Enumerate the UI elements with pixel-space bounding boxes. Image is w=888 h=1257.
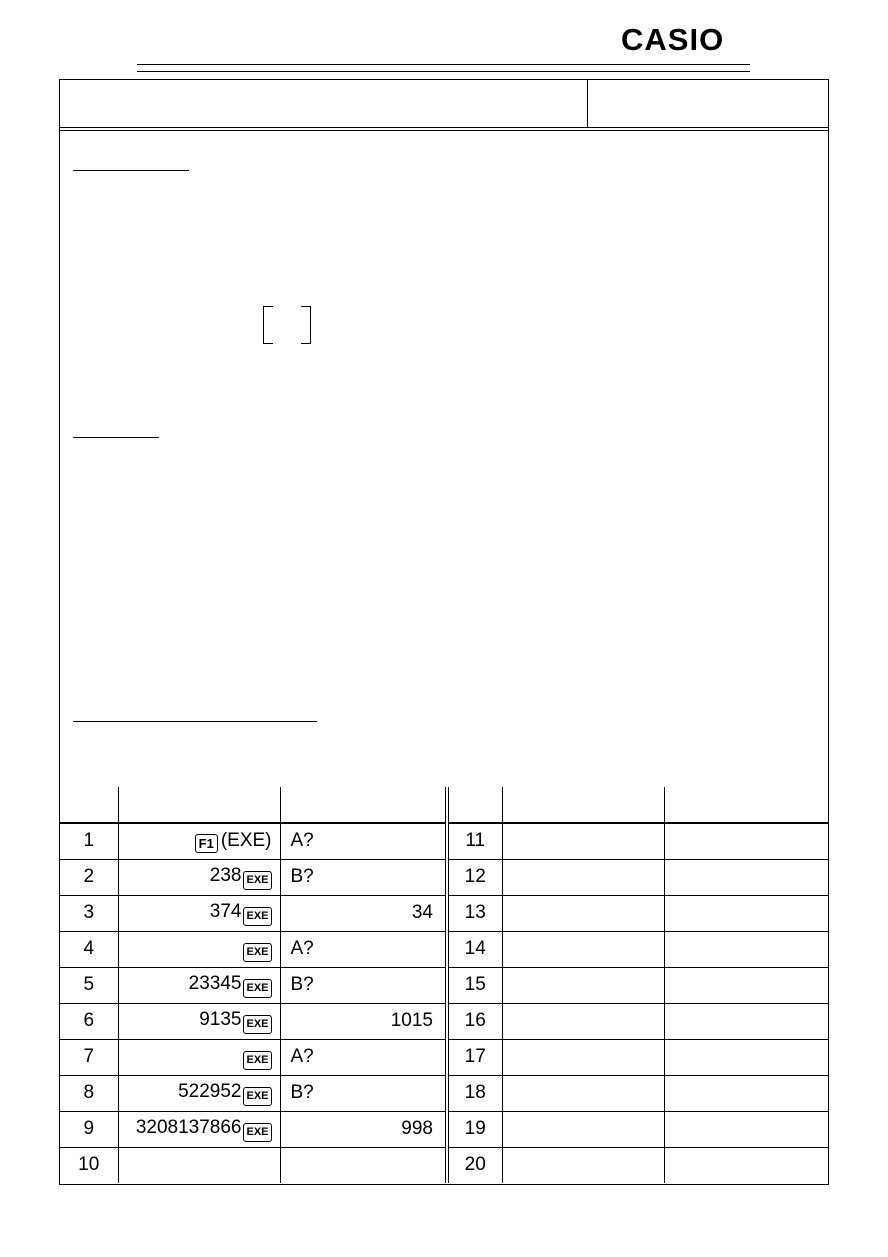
key-input-value: 9135 bbox=[199, 1008, 242, 1030]
display-result-2 bbox=[664, 931, 828, 967]
exe-key-icon: EXE bbox=[243, 907, 271, 926]
display-result-2 bbox=[664, 1039, 828, 1075]
header-cell-display-2 bbox=[664, 787, 828, 823]
step-number-2: 12 bbox=[447, 859, 502, 895]
key-input-value: 374 bbox=[209, 900, 242, 922]
exe-key-icon: EXE bbox=[243, 871, 271, 890]
program-sheet-frame bbox=[59, 79, 829, 1185]
display-result: A? bbox=[280, 823, 447, 859]
display-result-2 bbox=[664, 1147, 828, 1183]
step-number: 9 bbox=[60, 1111, 118, 1147]
table-row bbox=[60, 895, 828, 931]
table-row bbox=[60, 823, 828, 859]
header-rule-top bbox=[137, 64, 750, 65]
key-operation bbox=[118, 1003, 280, 1039]
step-number: 1 bbox=[60, 823, 118, 859]
step-number: 7 bbox=[60, 1039, 118, 1075]
key-input-value: 238 bbox=[209, 864, 242, 886]
table-row bbox=[60, 1111, 828, 1147]
display-result: 1015 bbox=[280, 1003, 447, 1039]
header-cell-step bbox=[60, 787, 118, 823]
header-cell-display bbox=[280, 787, 447, 823]
header-cell-key-2 bbox=[502, 787, 664, 823]
display-result: B? bbox=[280, 1075, 447, 1111]
key-suffix: (EXE) bbox=[220, 829, 272, 851]
exe-key-icon: EXE bbox=[243, 943, 271, 962]
key-operation-2 bbox=[502, 859, 664, 895]
program-number-box bbox=[589, 80, 828, 128]
step-number: 8 bbox=[60, 1075, 118, 1111]
bracket-left bbox=[263, 306, 273, 344]
display-result: 998 bbox=[280, 1111, 447, 1147]
overview-heading-underline bbox=[73, 437, 159, 438]
display-result-2 bbox=[664, 1003, 828, 1039]
exe-key-icon: EXE bbox=[243, 979, 271, 998]
display-result bbox=[280, 1147, 447, 1183]
step-number: 2 bbox=[60, 859, 118, 895]
table-row bbox=[60, 1147, 828, 1183]
description-heading-underline bbox=[73, 170, 189, 171]
key-operation-2 bbox=[502, 931, 664, 967]
step-number-2: 16 bbox=[447, 1003, 502, 1039]
display-result-2 bbox=[664, 1075, 828, 1111]
key-operation-2 bbox=[502, 1147, 664, 1183]
step-number-2: 15 bbox=[447, 967, 502, 1003]
key-input-value: 522952 bbox=[178, 1080, 242, 1102]
step-number-2: 11 bbox=[447, 823, 502, 859]
key-operation-2 bbox=[502, 895, 664, 931]
header-divider bbox=[60, 127, 828, 128]
step-number: 3 bbox=[60, 895, 118, 931]
display-result-2 bbox=[664, 1111, 828, 1147]
casio-logo: CASIO bbox=[621, 22, 725, 57]
display-result: A? bbox=[280, 931, 447, 967]
step-number-2: 13 bbox=[447, 895, 502, 931]
exe-key-icon: EXE bbox=[243, 1087, 271, 1106]
display-result-2 bbox=[664, 895, 828, 931]
table-row bbox=[60, 931, 828, 967]
key-operation bbox=[118, 931, 280, 967]
header-cell-step-2 bbox=[447, 787, 502, 823]
key-operation bbox=[118, 1147, 280, 1183]
exe-key-icon: EXE bbox=[243, 1015, 271, 1034]
key-operation-2 bbox=[502, 1003, 664, 1039]
f1-key-icon: F1 bbox=[195, 834, 218, 853]
key-input-value: 23345 bbox=[188, 972, 242, 994]
key-operation-2 bbox=[502, 967, 664, 1003]
key-operation-2 bbox=[502, 823, 664, 859]
display-result-2 bbox=[664, 823, 828, 859]
exe-key-icon: EXE bbox=[243, 1123, 271, 1142]
key-operation bbox=[118, 1075, 280, 1111]
key-operation-table bbox=[60, 787, 828, 1183]
table-header-row bbox=[60, 787, 828, 823]
display-result-2 bbox=[664, 859, 828, 895]
table-row bbox=[60, 1003, 828, 1039]
key-operation bbox=[118, 895, 280, 931]
step-number-2: 20 bbox=[447, 1147, 502, 1183]
display-result: B? bbox=[280, 967, 447, 1003]
key-operation bbox=[118, 823, 280, 859]
key-operation bbox=[118, 967, 280, 1003]
key-operation-2 bbox=[502, 1111, 664, 1147]
step-number-2: 18 bbox=[447, 1075, 502, 1111]
display-result: 34 bbox=[280, 895, 447, 931]
table-row bbox=[60, 1039, 828, 1075]
key-operation-2 bbox=[502, 1039, 664, 1075]
bracket-right bbox=[301, 306, 311, 344]
step-number: 4 bbox=[60, 931, 118, 967]
header-divider-inner bbox=[60, 130, 828, 131]
key-operation bbox=[118, 1111, 280, 1147]
table-row bbox=[60, 1075, 828, 1111]
key-operation bbox=[118, 1039, 280, 1075]
key-operation-2 bbox=[502, 1075, 664, 1111]
header-cell-key bbox=[118, 787, 280, 823]
table-row bbox=[60, 859, 828, 895]
step-number-2: 14 bbox=[447, 931, 502, 967]
example-heading-underline bbox=[73, 721, 317, 722]
exe-key-icon: EXE bbox=[243, 1051, 271, 1070]
step-number-2: 19 bbox=[447, 1111, 502, 1147]
step-number-2: 17 bbox=[447, 1039, 502, 1075]
step-number: 10 bbox=[60, 1147, 118, 1183]
step-number: 6 bbox=[60, 1003, 118, 1039]
table-row bbox=[60, 967, 828, 1003]
header-rule-bottom bbox=[137, 71, 750, 72]
display-result: B? bbox=[280, 859, 447, 895]
program-title-box bbox=[60, 80, 588, 128]
key-input-value: 3208137866 bbox=[135, 1116, 242, 1138]
display-result: A? bbox=[280, 1039, 447, 1075]
key-operation bbox=[118, 859, 280, 895]
display-result-2 bbox=[664, 967, 828, 1003]
step-number: 5 bbox=[60, 967, 118, 1003]
